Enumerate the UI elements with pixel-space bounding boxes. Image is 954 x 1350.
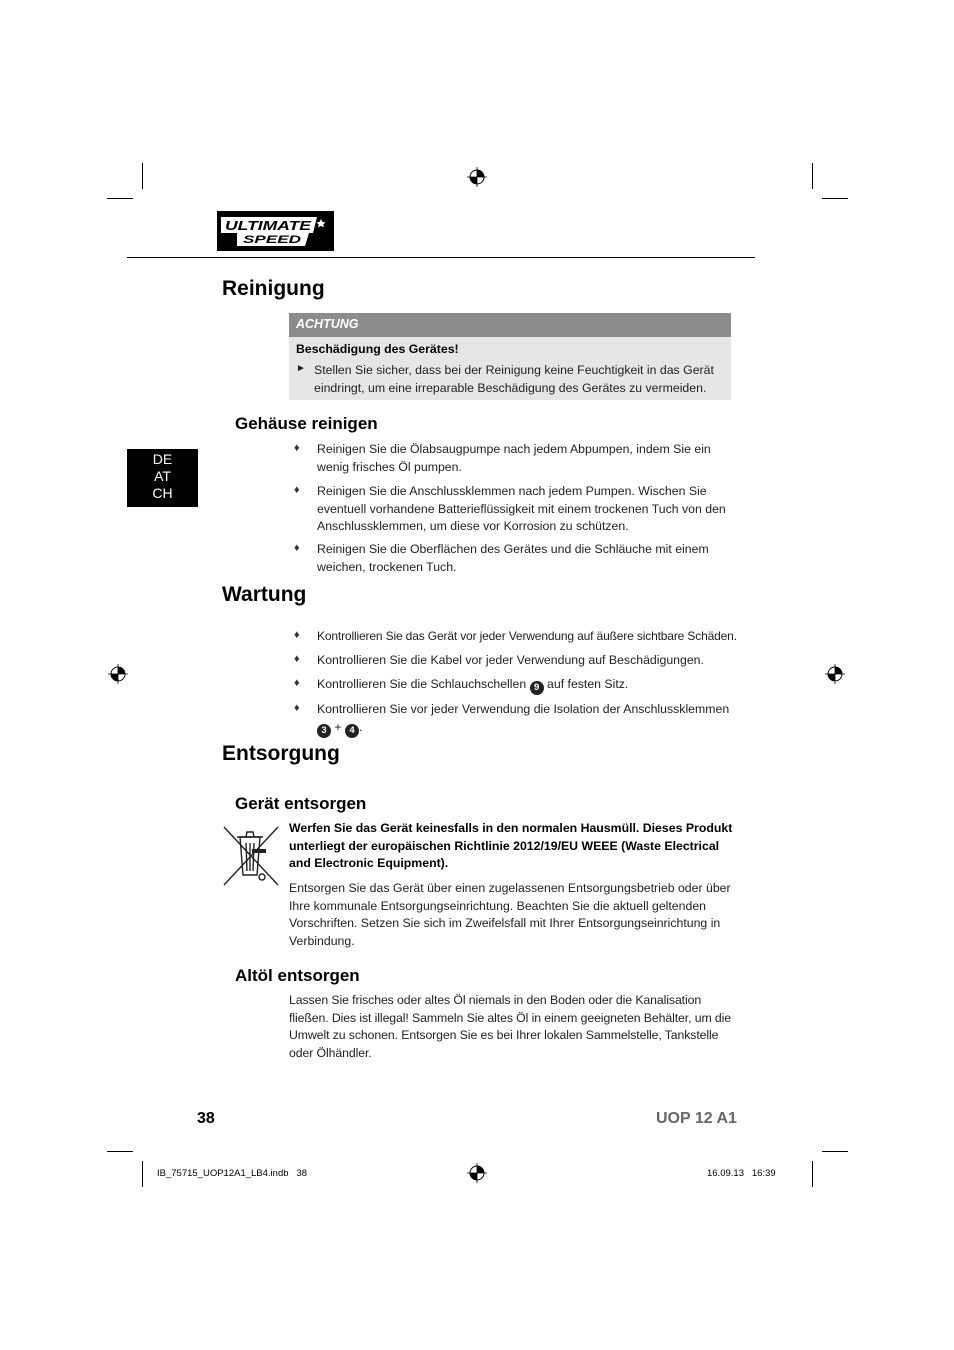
section-title-wartung: Wartung	[222, 583, 307, 606]
part-reference-badge: 4	[345, 724, 359, 738]
subsection-title-geraet: Gerät entsorgen	[235, 794, 367, 813]
crop-mark	[822, 1151, 848, 1152]
list-item: Kontrollieren Sie die Kabel vor jeder Verwendung auf Beschädigungen.	[317, 653, 704, 667]
model-number: UOP 12 A1	[656, 1110, 737, 1127]
crop-mark	[107, 198, 133, 199]
registration-mark-icon	[467, 167, 487, 187]
bullet-diamond-icon: ♦	[294, 542, 300, 554]
disposal-text: Entsorgen Sie das Gerät über einen zugelassenen Entsorgungsbetrieb oder über Ihre kommunale Entsorgungseinrichtung. Beachten Sie die aktuell geltenden Vorschriften. Setzen Sie sich im Zweifelsfall mit Ihrer Entsorgungseinrichtung in Verbindung.	[289, 881, 731, 948]
list-item-text: Kontrollieren Sie vor jeder Verwendung die Isolation der Anschlussklemmen	[317, 702, 730, 716]
crop-mark	[142, 163, 143, 189]
list-item	[317, 676, 737, 695]
bullet-diamond-icon: ♦	[294, 702, 300, 714]
language-tab	[127, 449, 198, 507]
part-reference-badge: 9	[530, 681, 544, 695]
language-ch: CH	[152, 485, 173, 501]
subsection-title-altoel: Altöl entsorgen	[235, 966, 360, 985]
crop-mark	[822, 198, 848, 199]
list-item	[317, 701, 737, 738]
print-slug-file: IB_75715_UOP12A1_LB4.indb 38	[157, 1168, 308, 1179]
registration-mark-icon	[108, 664, 128, 684]
crop-mark	[812, 1161, 813, 1187]
ultimate-speed-logo	[217, 211, 334, 251]
weee-bold-notice: Werfen Sie das Gerät keinesfalls in den normalen Hausmüll. Dieses Produkt unterliegt der europäischen Richtlinie 2012/19/EU WEEE (Waste Electrical and Electronic Equipment).	[289, 821, 733, 870]
bullet-diamond-icon: ♦	[294, 484, 300, 496]
warning-subtitle: Beschädigung des Gerätes!	[296, 342, 459, 356]
list-item-text: auf festen Sitz.	[543, 677, 629, 691]
list-item-text: .	[359, 719, 363, 734]
list-item: Reinigen Sie die Oberflächen des Gerätes und die Schläuche mit einem weichen, trockenen Tuch.	[317, 542, 709, 574]
logo-bottom-text: SPEED	[243, 234, 302, 246]
weee-crossed-bin-icon	[220, 823, 282, 889]
section-title-reinigung: Reinigung	[222, 277, 325, 300]
part-reference-badge: 3	[317, 724, 331, 738]
arrow-right-icon: ►	[296, 363, 306, 374]
page-number: 38	[197, 1110, 215, 1127]
crop-mark	[812, 163, 813, 189]
list-item: Reinigen Sie die Ölabsaugpumpe nach jedem Abpumpen, indem Sie ein wenig frisches Öl pumpen.	[317, 442, 711, 474]
bullet-diamond-icon: ♦	[294, 629, 300, 641]
logo-top-text: ULTIMATE	[225, 218, 312, 233]
bullet-diamond-icon: ♦	[294, 442, 300, 454]
section-title-entsorgung: Entsorgung	[222, 742, 340, 765]
print-slug-date: 16.09.13 16:39	[707, 1168, 776, 1179]
language-de: DE	[152, 451, 173, 467]
list-item-text: Kontrollieren Sie die Schlauchschellen	[317, 677, 530, 691]
bullet-diamond-icon: ♦	[294, 653, 300, 665]
crop-mark	[107, 1151, 133, 1152]
list-item: Reinigen Sie die Anschlussklemmen nach jedem Pumpen. Wischen Sie eventuell vorhandene Batterieflüssigkeit mit einem trockenen Tuch von den Anschlussklemmen, um diese vor Korrosion zu schützen.	[317, 484, 726, 533]
language-at: AT	[154, 468, 171, 484]
crop-mark	[142, 1161, 143, 1187]
list-item: Kontrollieren Sie das Gerät vor jeder Verwendung auf äußere sichtbare Schäden.	[317, 629, 737, 643]
subsection-title-gehaeuse: Gehäuse reinigen	[235, 414, 378, 433]
warning-label: ACHTUNG	[296, 317, 359, 331]
warning-text: Stellen Sie sicher, dass bei der Reinigung keine Feuchtigkeit in das Gerät eindringt, um eine irreparable Beschädigung des Gerätes zu vermeiden.	[314, 363, 714, 395]
header-rule	[127, 257, 755, 258]
registration-mark-icon	[825, 664, 845, 684]
bullet-diamond-icon: ♦	[294, 677, 300, 689]
oil-disposal-text: Lassen Sie frisches oder altes Öl niemals in den Boden oder die Kanalisation fließen. Dies ist illegal! Sammeln Sie altes Öl in einem geeigneten Behälter, um die Umwelt zu schonen. Entsorgen Sie es bei Ihrer lokalen Sammelstelle, Tankstelle oder Ölhändler.	[289, 993, 732, 1060]
list-item-text: +	[331, 719, 346, 734]
registration-mark-icon	[467, 1163, 487, 1183]
